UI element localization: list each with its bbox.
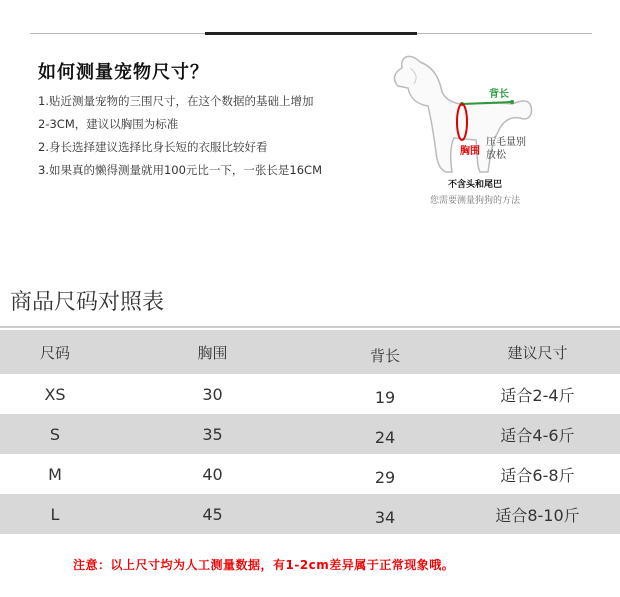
cell-chest: 30	[202, 384, 223, 404]
size-chart-divider	[0, 326, 620, 328]
measure-steps	[38, 90, 322, 182]
cell-back: 29	[374, 467, 396, 487]
header-chest: 胸围	[197, 343, 228, 362]
back-length-label: 背长	[489, 89, 509, 100]
cell-back: 24	[374, 427, 396, 447]
measure-step: 1.贴近测量宠物的三围尺寸，在这个数据的基础上增加	[38, 94, 314, 108]
cell-suggest: 适合4-6斤	[500, 425, 575, 445]
header-back: 背长	[369, 346, 400, 365]
diagram-subcaption: 您需要测量狗狗的方法	[430, 196, 521, 206]
table-header-row	[0, 330, 620, 374]
table-row	[0, 374, 620, 414]
measure-step: 3.如果真的懒得测量就用100元比一下，一张长是16CM	[38, 163, 323, 177]
table-row	[0, 454, 620, 494]
table-row	[0, 494, 620, 534]
cell-back: 34	[374, 507, 396, 527]
cell-size: S	[49, 424, 61, 444]
size-chart-title: 商品尺码对照表	[10, 290, 165, 315]
measure-title: 如何测量宠物尺寸？	[38, 62, 209, 83]
cell-suggest: 适合6-8斤	[500, 465, 575, 485]
measure-step: 2.身长选择建议选择比身长短的衣服比较好看	[38, 140, 268, 154]
chest-label: 胸围	[460, 146, 480, 157]
size-table	[0, 330, 620, 534]
cell-suggest: 适合8-10斤	[495, 505, 580, 525]
header-suggest: 建议尺寸	[507, 343, 568, 362]
cell-size: XS	[44, 384, 66, 404]
cell-size: M	[48, 464, 62, 484]
cell-chest: 45	[202, 504, 223, 524]
measure-step: 2-3CM，建议以胸围为标准	[38, 117, 179, 131]
press-fur-label: 压毛量别放松	[486, 137, 526, 161]
diagram-caption: 不含头和尾巴	[448, 180, 503, 190]
cell-chest: 35	[202, 424, 223, 444]
cell-size: L	[50, 504, 60, 524]
measurement-note: 注意：以上尺寸均为人工测量数据，有1-2cm差异属于正常现象哦。	[73, 558, 455, 572]
header-size: 尺码	[39, 343, 70, 362]
cell-back: 19	[374, 387, 396, 407]
cell-chest: 40	[202, 464, 223, 484]
top-divider-accent	[205, 32, 417, 35]
cell-suggest: 适合2-4斤	[500, 385, 575, 405]
table-row	[0, 414, 620, 454]
